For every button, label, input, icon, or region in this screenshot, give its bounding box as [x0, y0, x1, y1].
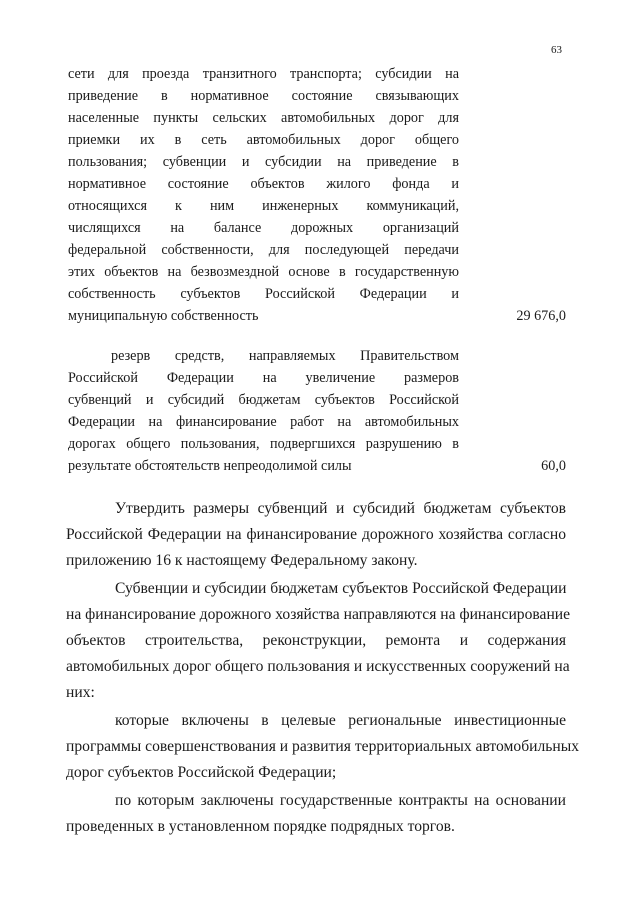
- item-line: этих объектов на безвозмездной основе в государственную: [68, 264, 459, 280]
- paragraph-line: объектов строительства, реконструкции, ремонта и содержания: [66, 632, 566, 649]
- item-line: субвенций и субсидий бюджетам субъектов Российской: [68, 392, 459, 408]
- item-line: собственность субъектов Российской Федерации и: [68, 286, 459, 302]
- item-line: Российской Федерации на увеличение размеров: [68, 370, 459, 386]
- item-amount: 29 676,0: [516, 308, 566, 324]
- paragraph-line: по которым заключены государственные контракты на основании: [115, 792, 566, 809]
- item-line: пользования; субвенции и субсидии на приведение в: [68, 154, 459, 170]
- paragraph-line: проведенных в установленном порядке подрядных торгов.: [66, 818, 455, 835]
- paragraph-line: на финансирование дорожного хозяйства направляются на финансирование: [66, 606, 571, 623]
- paragraph-line: Российской Федерации на финансирование дорожного хозяйства согласно: [66, 526, 566, 543]
- item-line: дорогах общего пользования, подвергшихся разрушению в: [68, 436, 459, 452]
- item-line: нормативное состояние объектов жилого фонда и: [68, 176, 459, 192]
- item-line: относящихся к ним инженерных коммуникаций,: [68, 198, 459, 214]
- paragraph-line: автомобильных дорог общего пользования и искусственных сооружений на: [66, 658, 570, 675]
- item-line: федеральной собственности, для последующей передачи: [68, 242, 459, 258]
- paragraph-line: приложению 16 к настоящему Федеральному закону.: [66, 552, 418, 569]
- paragraph-line: Утвердить размеры субвенций и субсидий бюджетам субъектов: [115, 500, 566, 517]
- item-line: числящихся на балансе дорожных организаций: [68, 220, 459, 236]
- item-line: приемки их в сеть автомобильных дорог общего: [68, 132, 459, 148]
- page-number: 63: [551, 44, 562, 56]
- paragraph-line: Субвенции и субсидии бюджетам субъектов Российской Федерации: [115, 580, 567, 597]
- item-line: результате обстоятельств непреодолимой силы: [68, 458, 352, 474]
- paragraph-line: которые включены в целевые региональные инвестиционные: [115, 712, 566, 729]
- item-line: приведение в нормативное состояние связывающих: [68, 88, 459, 104]
- item-line: Федерации на финансирование работ на автомобильных: [68, 414, 459, 430]
- paragraph-line: них:: [66, 684, 95, 701]
- item-line: резерв средств, направляемых Правительством: [111, 348, 459, 364]
- paragraph-line: программы совершенствования и развития территориальных автомобильных: [66, 738, 579, 755]
- item-line: населенные пункты сельских автомобильных дорог для: [68, 110, 459, 126]
- item-amount: 60,0: [541, 458, 566, 474]
- item-line: сети для проезда транзитного транспорта; субсидии на: [68, 66, 459, 82]
- item-line: муниципальную собственность: [68, 308, 259, 324]
- paragraph-line: дорог субъектов Российской Федерации;: [66, 764, 337, 781]
